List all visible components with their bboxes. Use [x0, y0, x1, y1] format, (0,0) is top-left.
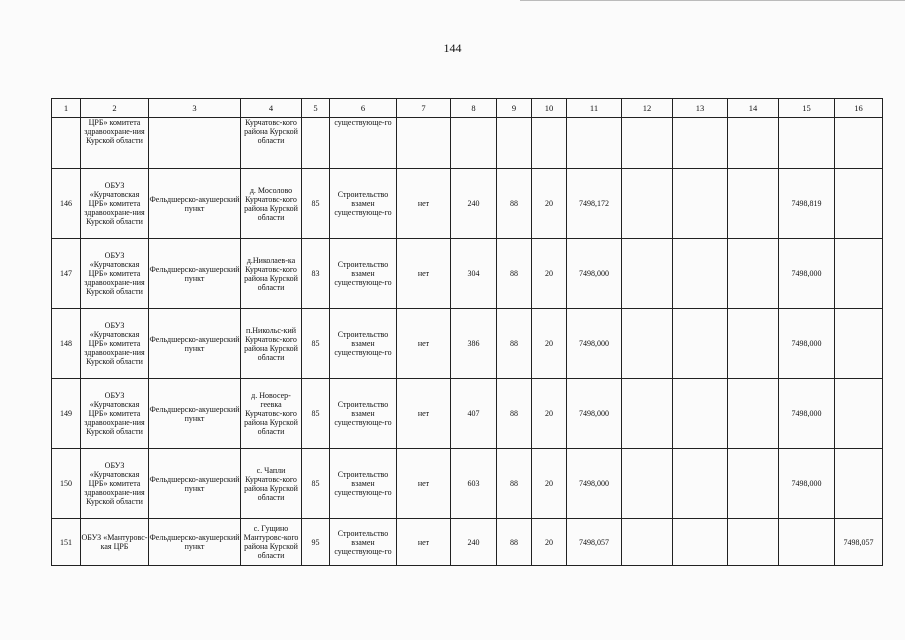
work-type-cell: Строительство взамен существующе-го	[330, 379, 397, 449]
cell-col12	[622, 169, 673, 239]
cell-col7: нет	[397, 379, 451, 449]
organization-cell: ЦРБ» комитета здравоохране-ния Курской области	[81, 118, 149, 169]
cell-col13	[673, 379, 728, 449]
cell-col10: 20	[532, 169, 567, 239]
scan-edge-line	[520, 0, 905, 1]
cell-col12	[622, 449, 673, 519]
cell-col10: 20	[532, 379, 567, 449]
cell-col14	[728, 309, 779, 379]
cell-col8: 386	[451, 309, 497, 379]
facility-type-cell: Фельдшерско-акушерский пункт	[149, 309, 241, 379]
cell-col13	[673, 169, 728, 239]
header-cell: 10	[532, 99, 567, 118]
facility-type-cell	[149, 118, 241, 169]
cell-col14	[728, 239, 779, 309]
cell-col11	[567, 118, 622, 169]
cell-col7: нет	[397, 519, 451, 566]
cell-col5: 85	[302, 309, 330, 379]
row-number-cell: 147	[52, 239, 81, 309]
header-cell: 3	[149, 99, 241, 118]
work-type-cell: существующе-го	[330, 118, 397, 169]
facility-type-cell: Фельдшерско-акушерский пункт	[149, 239, 241, 309]
table-row	[52, 449, 883, 519]
cell-col9: 88	[497, 309, 532, 379]
cell-col10: 20	[532, 309, 567, 379]
cell-col5: 85	[302, 449, 330, 519]
cell-col14	[728, 118, 779, 169]
facility-type-cell: Фельдшерско-акушерский пункт	[149, 379, 241, 449]
cell-col10: 20	[532, 239, 567, 309]
cell-col8: 304	[451, 239, 497, 309]
work-type-cell: Строительство взамен существующе-го	[330, 239, 397, 309]
cell-col13	[673, 118, 728, 169]
table-row	[52, 169, 883, 239]
cell-col16	[835, 379, 883, 449]
cell-col5: 85	[302, 169, 330, 239]
cell-col12	[622, 379, 673, 449]
header-cell: 15	[779, 99, 835, 118]
organization-cell: ОБУЗ «Курчатовская ЦРБ» комитета здравоохране-ния Курской области	[81, 449, 149, 519]
row-number-cell: 149	[52, 379, 81, 449]
cell-col11: 7498,000	[567, 379, 622, 449]
header-cell: 6	[330, 99, 397, 118]
cell-col12	[622, 118, 673, 169]
location-cell: Курчатовс-кого района Курской области	[241, 118, 302, 169]
cell-col16	[835, 169, 883, 239]
table-row	[52, 519, 883, 566]
organization-cell: ОБУЗ «Курчатовская ЦРБ» комитета здравоохране-ния Курской области	[81, 309, 149, 379]
cell-col15: 7498,000	[779, 449, 835, 519]
cell-col7: нет	[397, 309, 451, 379]
cell-col7	[397, 118, 451, 169]
cell-col5	[302, 118, 330, 169]
location-cell: д.Николаев-ка Курчатовс-кого района Курской области	[241, 239, 302, 309]
cell-col7: нет	[397, 449, 451, 519]
header-cell: 9	[497, 99, 532, 118]
location-cell: д. Мосолово Курчатовс-кого района Курской области	[241, 169, 302, 239]
cell-col14	[728, 169, 779, 239]
facility-type-cell: Фельдшерско-акушерский пункт	[149, 519, 241, 566]
cell-col8: 240	[451, 519, 497, 566]
cell-col16	[835, 449, 883, 519]
work-type-cell: Строительство взамен существующе-го	[330, 169, 397, 239]
cell-col8: 240	[451, 169, 497, 239]
cell-col7: нет	[397, 239, 451, 309]
header-cell: 1	[52, 99, 81, 118]
cell-col14	[728, 379, 779, 449]
organization-cell: ОБУЗ «Курчатовская ЦРБ» комитета здравоохране-ния Курской области	[81, 379, 149, 449]
table-row	[52, 379, 883, 449]
cell-col10: 20	[532, 519, 567, 566]
cell-col15	[779, 118, 835, 169]
cell-col12	[622, 239, 673, 309]
cell-col11: 7498,000	[567, 239, 622, 309]
cell-col9	[497, 118, 532, 169]
facility-type-cell: Фельдшерско-акушерский пункт	[149, 449, 241, 519]
cell-col9: 88	[497, 239, 532, 309]
cell-col16	[835, 239, 883, 309]
cell-col8	[451, 118, 497, 169]
cell-col5: 83	[302, 239, 330, 309]
cell-col15: 7498,000	[779, 309, 835, 379]
organization-cell: ОБУЗ «Мантуровс-кая ЦРБ	[81, 519, 149, 566]
cell-col13	[673, 449, 728, 519]
header-row	[52, 99, 883, 118]
header-cell: 8	[451, 99, 497, 118]
header-cell: 2	[81, 99, 149, 118]
cell-col13	[673, 309, 728, 379]
row-number-cell: 150	[52, 449, 81, 519]
cell-col12	[622, 309, 673, 379]
cell-col16: 7498,057	[835, 519, 883, 566]
location-cell: д. Новосер-геевка Курчатовс-кого района Курской области	[241, 379, 302, 449]
location-cell: с. Чапли Курчатовс-кого района Курской области	[241, 449, 302, 519]
page-number: 144	[443, 41, 462, 55]
cell-col8: 603	[451, 449, 497, 519]
cell-col5: 85	[302, 379, 330, 449]
row-number-cell: 151	[52, 519, 81, 566]
cell-col16	[835, 309, 883, 379]
cell-col9: 88	[497, 379, 532, 449]
work-type-cell: Строительство взамен существующе-го	[330, 309, 397, 379]
cell-col14	[728, 449, 779, 519]
cell-col9: 88	[497, 519, 532, 566]
header-cell: 13	[673, 99, 728, 118]
row-number-cell: 146	[52, 169, 81, 239]
cell-col11: 7498,000	[567, 309, 622, 379]
cell-col14	[728, 519, 779, 566]
work-type-cell: Строительство взамен существующе-го	[330, 449, 397, 519]
organization-cell: ОБУЗ «Курчатовская ЦРБ» комитета здравоохране-ния Курской области	[81, 239, 149, 309]
table-row	[52, 239, 883, 309]
row-number-cell: 148	[52, 309, 81, 379]
table-row	[52, 309, 883, 379]
cell-col15: 7498,819	[779, 169, 835, 239]
data-table	[51, 98, 883, 566]
cell-col10: 20	[532, 449, 567, 519]
cell-col11: 7498,172	[567, 169, 622, 239]
organization-cell: ОБУЗ «Курчатовская ЦРБ» комитета здравоохране-ния Курской области	[81, 169, 149, 239]
cell-col12	[622, 519, 673, 566]
cell-col5: 95	[302, 519, 330, 566]
cell-col15	[779, 519, 835, 566]
cell-col9: 88	[497, 169, 532, 239]
facility-type-cell: Фельдшерско-акушерский пункт	[149, 169, 241, 239]
location-cell: п.Никольс-кий Курчатовс-кого района Курской области	[241, 309, 302, 379]
header-cell: 16	[835, 99, 883, 118]
location-cell: с. Гущино Мантуровс-кого района Курской области	[241, 519, 302, 566]
header-cell: 12	[622, 99, 673, 118]
cell-col8: 407	[451, 379, 497, 449]
cell-col11: 7498,000	[567, 449, 622, 519]
row-number-cell	[52, 118, 81, 169]
header-cell: 7	[397, 99, 451, 118]
cell-col9: 88	[497, 449, 532, 519]
work-type-cell: Строительство взамен существующе-го	[330, 519, 397, 566]
cell-col11: 7498,057	[567, 519, 622, 566]
cell-col7: нет	[397, 169, 451, 239]
table-row	[52, 118, 883, 169]
cell-col13	[673, 239, 728, 309]
cell-col10	[532, 118, 567, 169]
cell-col15: 7498,000	[779, 239, 835, 309]
header-cell: 5	[302, 99, 330, 118]
cell-col13	[673, 519, 728, 566]
cell-col15: 7498,000	[779, 379, 835, 449]
cell-col16	[835, 118, 883, 169]
header-cell: 4	[241, 99, 302, 118]
header-cell: 11	[567, 99, 622, 118]
header-cell: 14	[728, 99, 779, 118]
